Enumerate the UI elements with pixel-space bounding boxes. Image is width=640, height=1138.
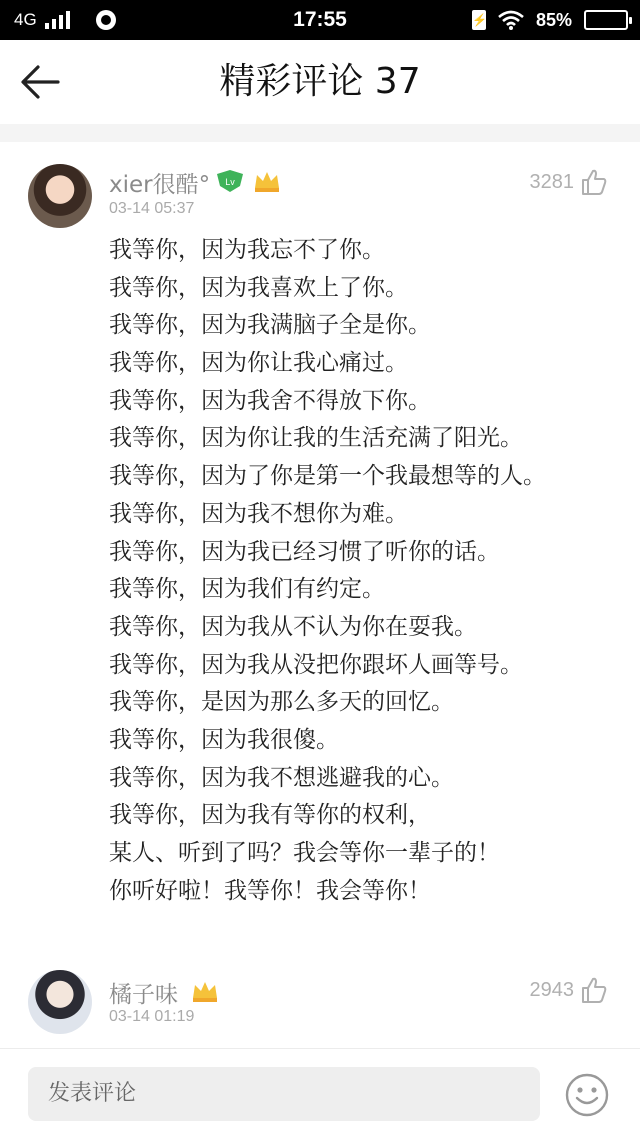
like-count: 2943 [529,978,574,1001]
status-right [472,0,628,40]
crown-badge-icon [252,168,282,194]
comment-line: 我等你，因为我已经习惯了听你的话。 [109,538,500,565]
comment-item [0,142,640,954]
comment-line: 你听好啦！我等你！我会等你！ [109,877,431,904]
thumbs-up-icon [580,168,608,196]
comment-line: 我等你，因为你让我心痛过。 [109,350,408,377]
vip-badge-icon [215,168,245,194]
comment-item [0,954,640,1048]
avatar[interactable] [28,164,92,228]
like-count: 3281 [529,170,574,193]
comment-line: 我等你，因为了你是第一个我最想等的人。 [109,463,546,490]
page-title: 精彩评论 37 [219,61,421,102]
comment-line: 我等你，因为我们有约定。 [109,576,385,603]
comment-line: 我等你，是因为那么多天的回忆。 [109,689,454,716]
emoji-icon[interactable] [565,1073,609,1117]
comment-line: 我等你，因为你让我的生活充满了阳光。 [109,425,523,452]
comment-line: 我等你，因为我从不认为你在耍我。 [109,613,477,640]
comment-line: 某人、听到了吗？我会等你一辈子的！ [109,840,500,866]
header [0,40,640,124]
wifi-icon [498,10,524,30]
comment-line: 我等你，因为我从没把你跟坏人画等号。 [109,651,523,678]
like-button[interactable] [530,168,609,196]
avatar[interactable] [28,970,92,1034]
section-divider [0,124,640,142]
comment-line: 我等你，因为我不想逃避我的心。 [109,764,454,791]
comment-input-bar [0,1048,640,1138]
comment-line: 我等你，因为我忘不了你。 [109,237,385,263]
network-type: 4G [14,10,37,29]
charging-icon [472,10,486,30]
comment-line: 我等你，因为我舍不得放下你。 [109,387,431,414]
status-time: 17:55 [293,8,347,31]
thumbs-up-icon [580,976,608,1004]
battery-percent: 85% [535,9,572,30]
comment-line: 我等你，因为我很傻。 [109,726,339,753]
comment-username[interactable]: xier很酷° [109,172,211,198]
comment-line: 我等你，因为我喜欢上了你。 [109,274,408,301]
comment-time: 03-14 05:37 [109,200,195,217]
comment-line: 我等你，因为我满脑子全是你。 [109,312,431,339]
comment-line: 我等你，因为我有等你的权利， [109,802,431,829]
like-button[interactable] [530,976,609,1004]
comment-text [109,232,619,910]
comment-username[interactable]: 橘子味 [109,982,178,1008]
comment-line: 我等你，因为我不想你为难。 [109,500,408,527]
comment-time: 03-14 01:19 [109,1008,195,1025]
crown-badge-icon [190,978,220,1004]
svg-text:Lv: Lv [225,177,235,187]
battery-icon [584,10,628,30]
comment-input[interactable]: 发表评论 [28,1067,540,1121]
status-bar [0,0,640,40]
